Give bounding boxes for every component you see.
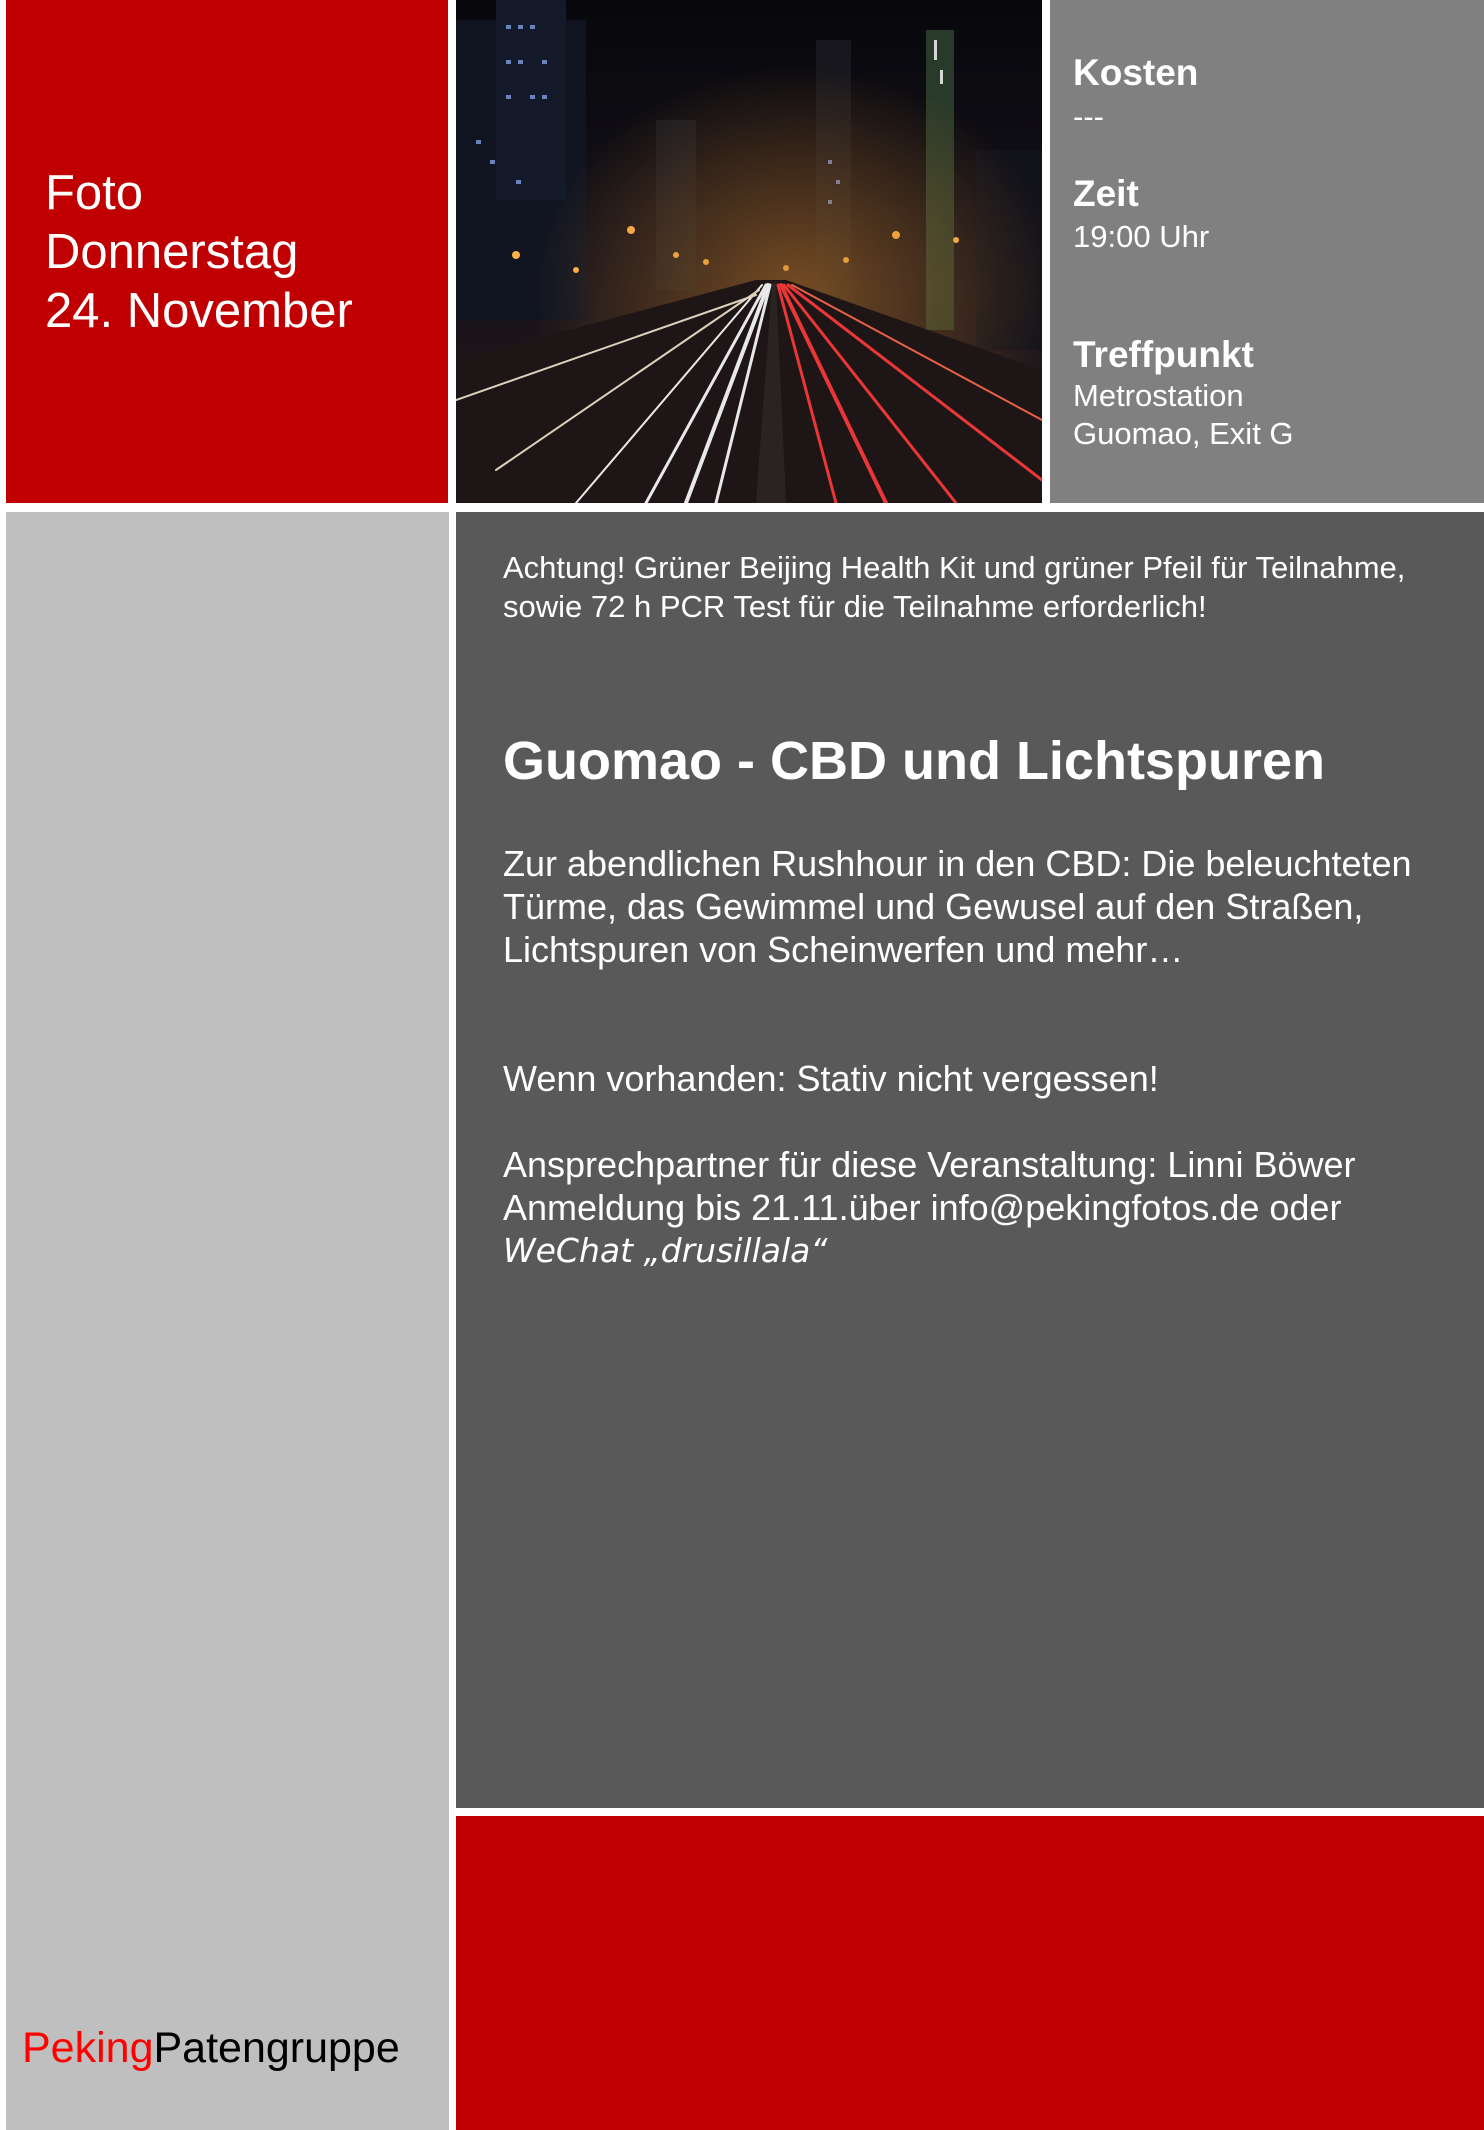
contact-info	[503, 1143, 1453, 1272]
contact-person: Ansprechpartner für diese Veranstaltung: Linni Böwer	[503, 1144, 1356, 1185]
bottom-red-block	[456, 1816, 1484, 2130]
treffpunkt-label: Treffpunkt	[1073, 334, 1254, 375]
date-line-date: 24. November	[45, 284, 353, 338]
warning-text: Achtung! Grüner Beijing Health Kit und grüner Pfeil für Teilnahme, sowie 72 h PCR Test für die Teilnahme erforderlich!	[503, 550, 1406, 624]
event-photo	[456, 0, 1042, 503]
kosten-value: ---	[1073, 99, 1104, 134]
event-date	[45, 164, 353, 341]
wechat-contact: WeChat „drusillala“	[503, 1231, 828, 1270]
date-block	[6, 0, 448, 503]
event-description: Zur abendlichen Rushhour in den CBD: Die beleuchteten Türme, das Gewimmel und Gewusel auf den Straßen, Lichtspuren von Scheinwerfen und mehr…	[503, 843, 1412, 970]
treffpunkt-line-2: Guomao, Exit G	[1073, 416, 1294, 451]
date-line-category: Foto	[45, 166, 144, 220]
treffpunkt-line-1: Metrostation	[1073, 378, 1244, 413]
info-block	[1050, 0, 1484, 503]
main-content	[456, 512, 1484, 1808]
zeit-label: Zeit	[1073, 173, 1139, 214]
left-column	[6, 512, 449, 2130]
date-line-weekday: Donnerstag	[45, 225, 299, 279]
kosten-label: Kosten	[1073, 52, 1199, 93]
tripod-note: Wenn vorhanden: Stativ nicht vergessen!	[503, 1058, 1159, 1099]
night-traffic-light-trails-photo	[456, 0, 1042, 503]
brand-part-peking: Peking	[22, 2024, 154, 2072]
registration-info: Anmeldung bis 21.11.über info@pekingfotos.de oder	[503, 1187, 1342, 1228]
event-title: Guomao - CBD und Lichtspuren	[503, 731, 1325, 791]
brand-part-patengruppe: Patengruppe	[153, 2024, 400, 2072]
zeit-value: 19:00 Uhr	[1073, 219, 1210, 254]
brand-logo	[22, 2024, 400, 2073]
